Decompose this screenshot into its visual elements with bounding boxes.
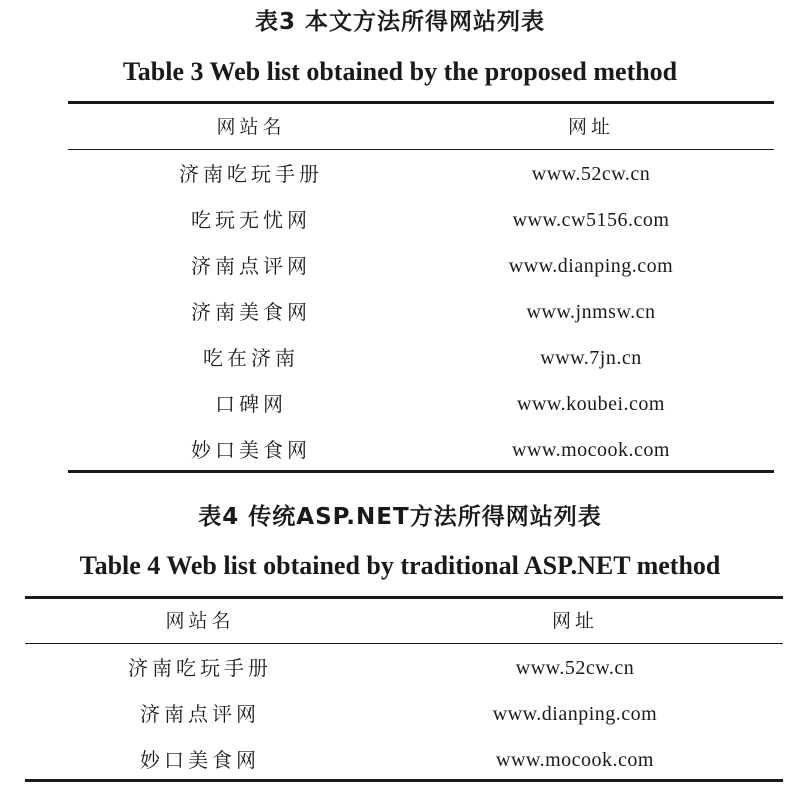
site-name: 口碑网 [215,392,287,416]
site-name: 济南吃玩手册 [128,656,272,680]
site-url: www.mocook.com [512,439,670,461]
site-name: 济南美食网 [191,300,311,324]
site-url: www.52cw.cn [531,163,651,185]
site-url: www.mocook.com [496,749,654,771]
site-url: www.cw5156.com [512,209,670,231]
table-row [25,691,783,737]
table-4-header-row [25,598,783,644]
site-name: 济南点评网 [140,702,260,726]
site-name: 妙口美食网 [191,438,311,462]
site-url: www.52cw.cn [515,657,635,679]
table-4-caption-cn: 表4 传统ASP.NET方法所得网站列表 [198,504,602,530]
table-4-header-rule [25,643,783,644]
site-name: 吃在济南 [203,346,299,370]
site-name: 妙口美食网 [140,748,260,772]
table-4-caption-en: Table 4 Web list obtained by traditional ASP.NET method [79,551,721,580]
table-3-caption-en: Table 3 Web list obtained by the proposed method [122,57,678,86]
table-3-caption-cn: 表3 本文方法所得网站列表 [254,9,545,35]
table-4-bottom-rule [25,779,783,782]
site-url: www.7jn.cn [540,347,642,369]
table-row [25,737,783,783]
site-name: 济南吃玩手册 [179,162,323,186]
table-4-header-name: 网站名 [165,610,235,632]
table-row [25,645,783,691]
site-url: www.koubei.com [517,393,665,415]
site-name: 济南点评网 [191,254,311,278]
site-url: www.jnmsw.cn [526,301,656,323]
table-4-header-url: 网址 [551,610,598,632]
site-name: 吃玩无忧网 [191,208,311,232]
site-url: www.dianping.com [508,255,674,277]
site-url: www.dianping.com [492,703,658,725]
table-3-header-url: 网址 [567,116,614,138]
table-3-header-name: 网站名 [216,116,286,138]
